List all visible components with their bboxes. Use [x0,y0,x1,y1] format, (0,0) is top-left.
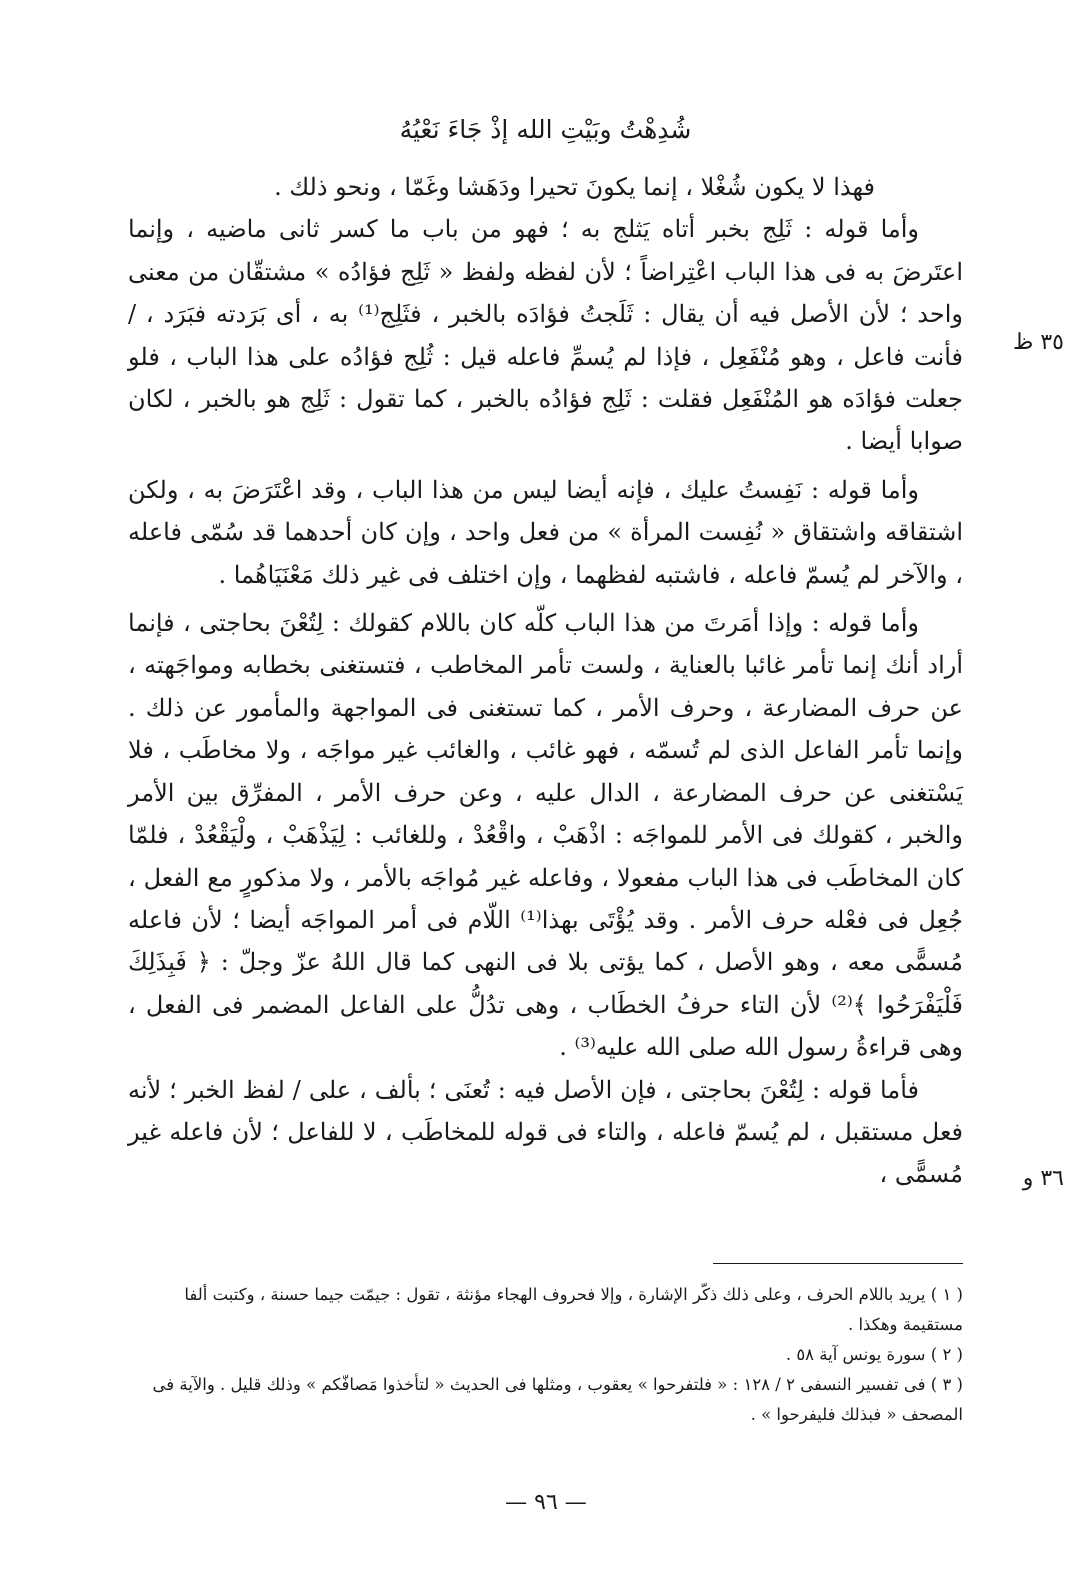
footnote-divider [713,1263,963,1264]
footnote-3: ( ٣ ) فى تفسير النسفى ٢ / ١٢٨ : « فلتفرحوا » يعقوب ، ومثلها فى الحديث « لتأخذوا مَصافّكم » وذلك قليل . والآية فى المصحف « فبذلك فليفرحوا » . [152,1375,963,1424]
paragraph-5: فأما قوله : لِتُعْنَ بحاجتى ، فإن الأصل فيه : تُعنَى ؛ بألف ، على / لفظ الخبر ؛ لأنه فعل مستقبل ، لم يُسمّ فاعله ، والتاء فى قوله للمخاطَب ، لا للفاعل ؛ لأن فاعله غير مُسمًّى ، [128,1075,963,1189]
margin-note-folio-35: ٣٥ ظ [1013,330,1064,355]
footnotes [128,1280,963,1430]
footnote-2: ( ٢ ) سورة يونس آية ٥٨ . [785,1345,963,1364]
margin-note-folio-36: ٣٦ و [1022,1166,1064,1191]
poetry-verse: شُدِهْتُ وبَيْتِ الله إذْ جَاءَ نَعْيُهُ [399,115,692,144]
footnote-1: ( ١ ) يريد باللام الحرف ، وعلى ذلك ذكّر الإشارة ، وإلا فحروف الهجاء مؤنثة ، تقول : جيمّت جيما حسنة ، وكتبت ألفا مستقيمة وهكذا . [184,1285,963,1334]
paragraph-3: وأما قوله : نَفِستُ عليك ، فإنه أيضا ليس من هذا الباب ، وقد اعْتَرَضَ به ، ولكن اشتقاقه واشتقاق « نُفِست المرأة » من فعل واحد ، وإن كان أحدهما قد سُمّى فاعله ، والآخر لم يُسمّ فاعله ، فاشتبه لفظهما ، وإن اختلف فى غير ذلك مَعْنَيَاهُما . [128,475,963,589]
main-text [128,166,963,1196]
paragraph-2: وأما قوله : ثَلِج بخبر أتاه يَثلج به ؛ فهو من باب ما كسر ثانى ماضيه ، وإنما اعتَرضَ به فى هذا الباب اعْتِراضاً ؛ لأن لفظه ولفظ « ثَلِج فؤادُه » مشتقّان من معنى واحد ؛ لأن الأصل فيه أن يقال : ثَلَجتُ فؤادَه بالخبر ، فثَلِج⁽¹⁾ به ، أى بَرَدته فبَرَد ، / فأنت فاعل ، وهو مُنْفَعِل ، فإذا لم يُسمِّ فاعله قيل : ثُلِج فؤادُه على هذا الباب ، فلو جعلت فؤادَه هو المُنْفَعِل فقلت : ثَلِج فؤادُه بالخبر ، كما تقول : ثَلِج هو بالخبر ، لكان صوابا أيضا . [128,215,963,456]
paragraph-1: فهذا لا يكون شُغْلا ، إنما يكونَ تحيرا ودَهَشا وغَمّا ، ونحو ذلك . [274,173,875,201]
paragraph-4: وأما قوله : وإذا أمَرتَ من هذا الباب كلّه كان باللام كقولك : لِتُعْنَ بحاجتى ، فإنما أراد أنك إنما تأمر غائبا بالعناية ، ولست تأمر المخاطب ، فتستغنى بخطابه ومواجَهته ، عن حرف المضارعة ، وحرف الأمر ، كما تستغنى فى المواجهة والمأمور عن ذلك . وإنما تأمر الفاعل الذى لم تُسمّه ، فهو غائب ، والغائب غير مواجَه ، ولا مخاطَب ، فلا يَسْتغنى عن حرف المضارعة ، الدال عليه ، وعن حرف الأمر ، المفرِّق بين الأمر والخبر ، كقولك فى الأمر للمواجَه : اذْهَبْ ، واقْعُدْ ، وللغائب : لِيَذْهَبْ ، ولْيَقْعُدْ ، فلمّا كان المخاطَب فى هذا الباب مفعولا ، وفاعله غير مُواجَه بالأمر ، ولا مذكورٍ مع الفعل ، جُعِل فى فعْله حرف الأمر . وقد يُؤْتَى بهذا⁽¹⁾ اللّام فى أمر المواجَه أيضا ؛ لأن فاعله مُسمًّى معه ، وهو الأصل ، كما يؤتى بلا فى النهى كما قال اللهُ عزّ وجلّ : ﴿ فَبِذَلِكَ فَلْيَفْرَحُوا ﴾⁽²⁾ لأن التاء حرفُ الخطَاب ، وهى تدُلُّ على الفاعل المضمر فى الفعل ، وهى قراءةُ رسول الله صلى الله عليه⁽³⁾ . [128,609,963,1062]
page-number: — ٩٦ — [505,1490,587,1515]
